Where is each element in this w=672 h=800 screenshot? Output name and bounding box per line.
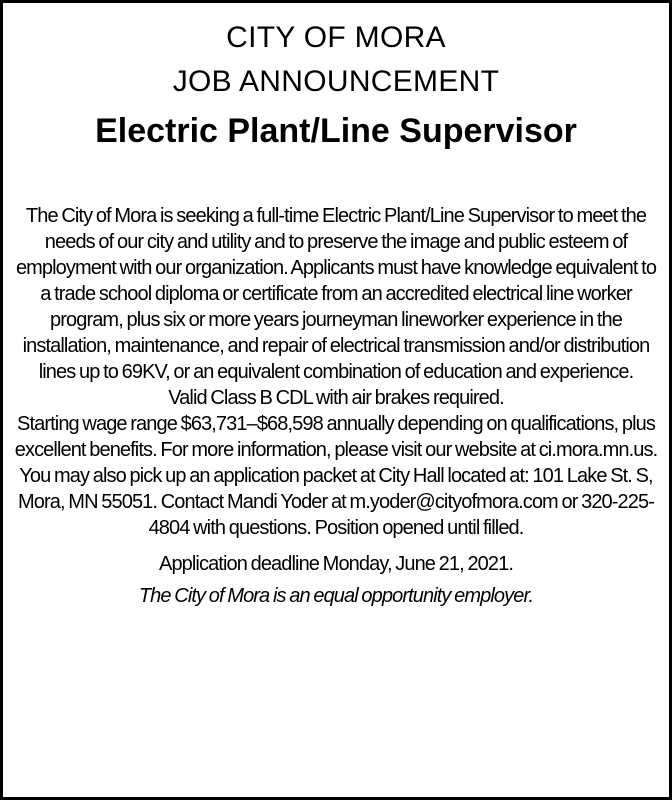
cdl-requirement: Valid Class B CDL with air brakes required. (168, 387, 504, 409)
city-name-heading: CITY OF MORA (226, 21, 446, 54)
equal-opportunity-statement: The City of Mora is an equal opportunity employer. (138, 585, 534, 607)
announcement-heading: JOB ANNOUNCEMENT (172, 65, 500, 98)
wage-and-contact-paragraph: Starting wage range $63,731–$68,598 annually depending on qualifications, plus excellent benefits. For more information, please visit our website at ci.mora.mn.us. You may also pick up an application packet at City Hall located at: 101 Lake St. S, Mora, MN 55051. Contact Mandi Yoder at m.yoder@cityofmora.com or 320-225-4804 with questions. Position opened until filled. (14, 413, 658, 539)
intro-paragraph: The City of Mora is seeking a full-time Electric Plant/Line Supervisor to meet the needs of our city and utility and to preserve the image and public esteem of employment with our organization. Applicants must have knowledge equivalent to a trade school diploma or certificate from an accredited electrical line worker program, plus six or more years journeyman lineworker experience in the installation, maintenance, and repair of electrical transmission and/or distribution lines up to 69KV, or an equivalent combination of education and experience. (15, 205, 657, 383)
announcement-body (13, 203, 659, 609)
application-deadline: Application deadline Monday, June 21, 2021. (159, 553, 513, 575)
job-title: Electric Plant/Line Supervisor (95, 112, 577, 150)
